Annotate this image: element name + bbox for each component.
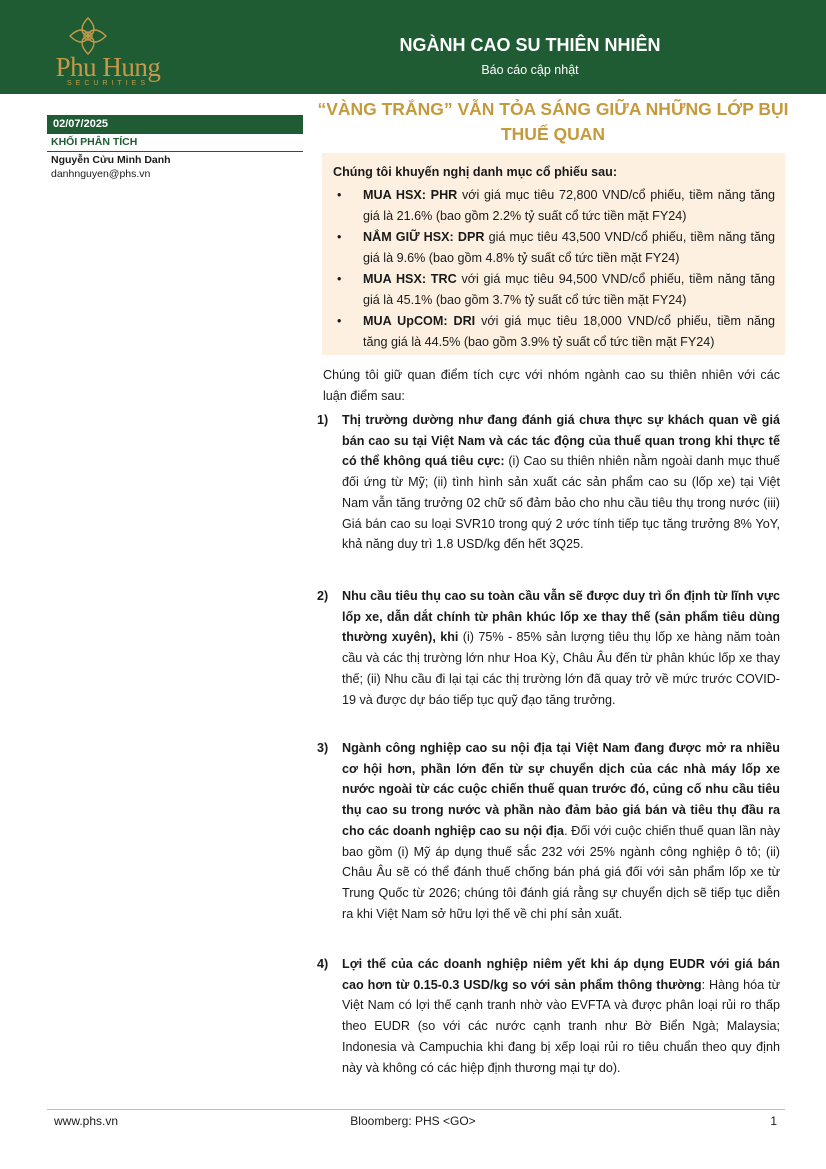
recommendation-text: với giá mục tiêu 94,500 VND/cổ phiếu, tiềm năng tăng giá là 45.1% (bao gồm 3.7% tỷ suất cổ tức tiền mặt FY24) [363, 272, 775, 307]
thesis-point [317, 954, 780, 1078]
thesis-point [317, 738, 780, 924]
recommendation-item [333, 185, 775, 227]
recommendation-action: MUA HSX: TRC [363, 272, 457, 286]
page-number: 1 [770, 1114, 777, 1128]
department-label: KHỐI PHÂN TÍCH [47, 134, 303, 152]
point-number: 1) [317, 413, 329, 427]
point-body [342, 410, 780, 555]
header-title: NGÀNH CAO SU THIÊN NHIÊN [399, 35, 661, 55]
recommendation-text: với giá mục tiêu 18,000 VND/cổ phiếu, tiềm năng tăng giá là 44.5% (bao gồm 3.9% tỷ suất cổ tức tiền mặt FY24) [363, 314, 776, 349]
point-text: (i) 75% - 85% sản lượng tiêu thụ lốp xe hàng năm toàn cầu và các thị trường lớn như Hoa Kỳ, Châu Âu đến từ phân khúc lốp xe thay thế; (ii) Nhu cầu đi lại tại các thị trường lớn đã quay trở về mức trước COVID-19 và được dự báo tiếp tục quỹ đạo tăng trưởng. [342, 630, 780, 707]
recommendation-item [333, 227, 775, 269]
recommendation-box [322, 153, 785, 355]
point-bold: Nhu cầu tiêu thụ cao su toàn cầu vẫn sẽ được duy trì ổn định từ lĩnh vực lốp xe, dẫn dắt chính từ phân khúc lốp xe thay thế (sản phẩm tiêu dùng thường xuyên), khi [342, 589, 780, 645]
point-text: (i) Cao su thiên nhiên nằm ngoài danh mục thuế đối ứng từ Mỹ; (ii) tình hình sản xuất các sản phẩm cao su (lốp xe) tại Việt Nam vẫn tăng trưởng 02 chữ số đảm bảo cho nhu cầu tiêu thụ trong nước (iii) Giá bán cao su loại SVR10 trong quý 2 ước tính tiếp tục tăng trưởng 8% YoY, khả năng duy trì 1.8 USD/kg đến hết 3Q25. [342, 454, 780, 552]
recommendation-action: MUA HSX: PHR [363, 188, 458, 202]
thesis-point [317, 586, 780, 710]
point-bold: Lợi thế của các doanh nghiệp niêm yết khi áp dụng EUDR với giá bán cao hơn từ 0.15-0.3 USD/kg so với sản phẩm thông thường [342, 957, 780, 992]
point-text: . Đối với cuộc chiến thuế quan lần này bao gồm (i) Mỹ áp dụng thuế sắc 232 với 25% ngành công nghiệp ô tô; (ii) Châu Âu sẽ có thể đánh thuế chống bán phá giá đối với sản phẩm lốp xe từ Trung Quốc từ 2026; chúng tôi đánh giá rằng sự chuyển dịch sẽ tiếp tục diễn ra khi Việt Nam sở hữu lợi thế về chi phí sản xuất. [342, 823, 781, 921]
point-number: 4) [317, 957, 329, 971]
point-body [342, 738, 780, 924]
analyst-name: Nguyễn Cửu Minh Danh [51, 154, 171, 166]
bullet-icon: • [337, 272, 342, 286]
recommendation-item [333, 269, 775, 311]
bullet-icon: • [337, 230, 342, 244]
report-date: 02/07/2025 [47, 115, 303, 134]
point-body [342, 586, 780, 710]
analyst-email[interactable]: danhnguyen@phs.vn [51, 168, 151, 180]
point-number: 3) [317, 741, 329, 755]
thesis-point [317, 410, 780, 555]
logo-emblem-icon [66, 16, 110, 56]
point-bold: Ngành công nghiệp cao su nội địa tại Việt Nam đang được mở ra nhiều cơ hội hơn, phần lớn đến từ sự chuyển dịch của các nhà máy lốp xe nước ngoài từ các cuộc chiến thuế quan trước đó, củng cố nhu cầu tiêu thụ cao su trong nước và phần nào đảm bảo giá bán và tiêu thụ đầu ra cho các doanh nghiệp cao su nội địa [342, 741, 780, 838]
header-subtitle: Báo cáo cập nhật [481, 63, 579, 77]
recommendation-text: giá mục tiêu 43,500 VND/cổ phiếu, tiềm năng tăng giá là 9.6% (bao gồm 4.8% tỷ suất cổ tức tiền mặt FY24) [363, 230, 775, 265]
point-text: : Hàng hóa từ Việt Nam có lợi thế cạnh tranh nhờ vào EVFTA và được phân loại rủi ro thấp theo EUDR (so với các nước cạnh tranh như Bờ Biển Ngà; Malaysia; Indonesia và Campuchia khi đang bị xếp loại rủi ro tiêu chuẩn theo quy định này và không có các hiệp định thương mại tự do). [342, 977, 781, 1075]
point-body [342, 954, 780, 1078]
bullet-icon: • [337, 188, 342, 202]
footer-website[interactable]: www.phs.vn [54, 1114, 119, 1128]
footer-divider [47, 1109, 785, 1110]
point-number: 2) [317, 589, 329, 603]
logo-subtitle: SECURITIES [66, 80, 149, 87]
footer-bloomberg: Bloomberg: PHS <GO> [350, 1114, 476, 1128]
recommendation-heading: Chúng tôi khuyến nghị danh mục cổ phiếu sau: [333, 165, 618, 179]
intro-paragraph: Chúng tôi giữ quan điểm tích cực với nhóm ngành cao su thiên nhiên với các luận điểm sau: [323, 368, 780, 403]
report-title: “VÀNG TRẮNG” VẪN TỎA SÁNG GIỮA NHỮNG LỚP BỤI THUẾ QUAN [317, 99, 789, 144]
company-logo [48, 14, 168, 90]
point-bold: Thị trường dường như đang đánh giá chưa thực sự khách quan về giá bán cao su tại Việt Nam và các tác động của thuế quan trong khi thực tế có thể không quá tiêu cực: [342, 413, 780, 469]
recommendation-text: với giá mục tiêu 72,800 VND/cổ phiếu, tiềm năng tăng giá là 21.6% (bao gồm 2.2% tỷ suất cổ tức tiền mặt FY24) [363, 188, 775, 223]
recommendation-action: NẮM GIỮ HSX: DPR [363, 230, 485, 244]
analyst-sidebar [47, 115, 303, 182]
bullet-icon: • [337, 314, 342, 328]
recommendation-item [333, 311, 775, 353]
logo-name: Phu Hung [55, 52, 161, 82]
page-header [0, 0, 826, 94]
recommendation-action: MUA UpCOM: DRI [363, 314, 476, 328]
